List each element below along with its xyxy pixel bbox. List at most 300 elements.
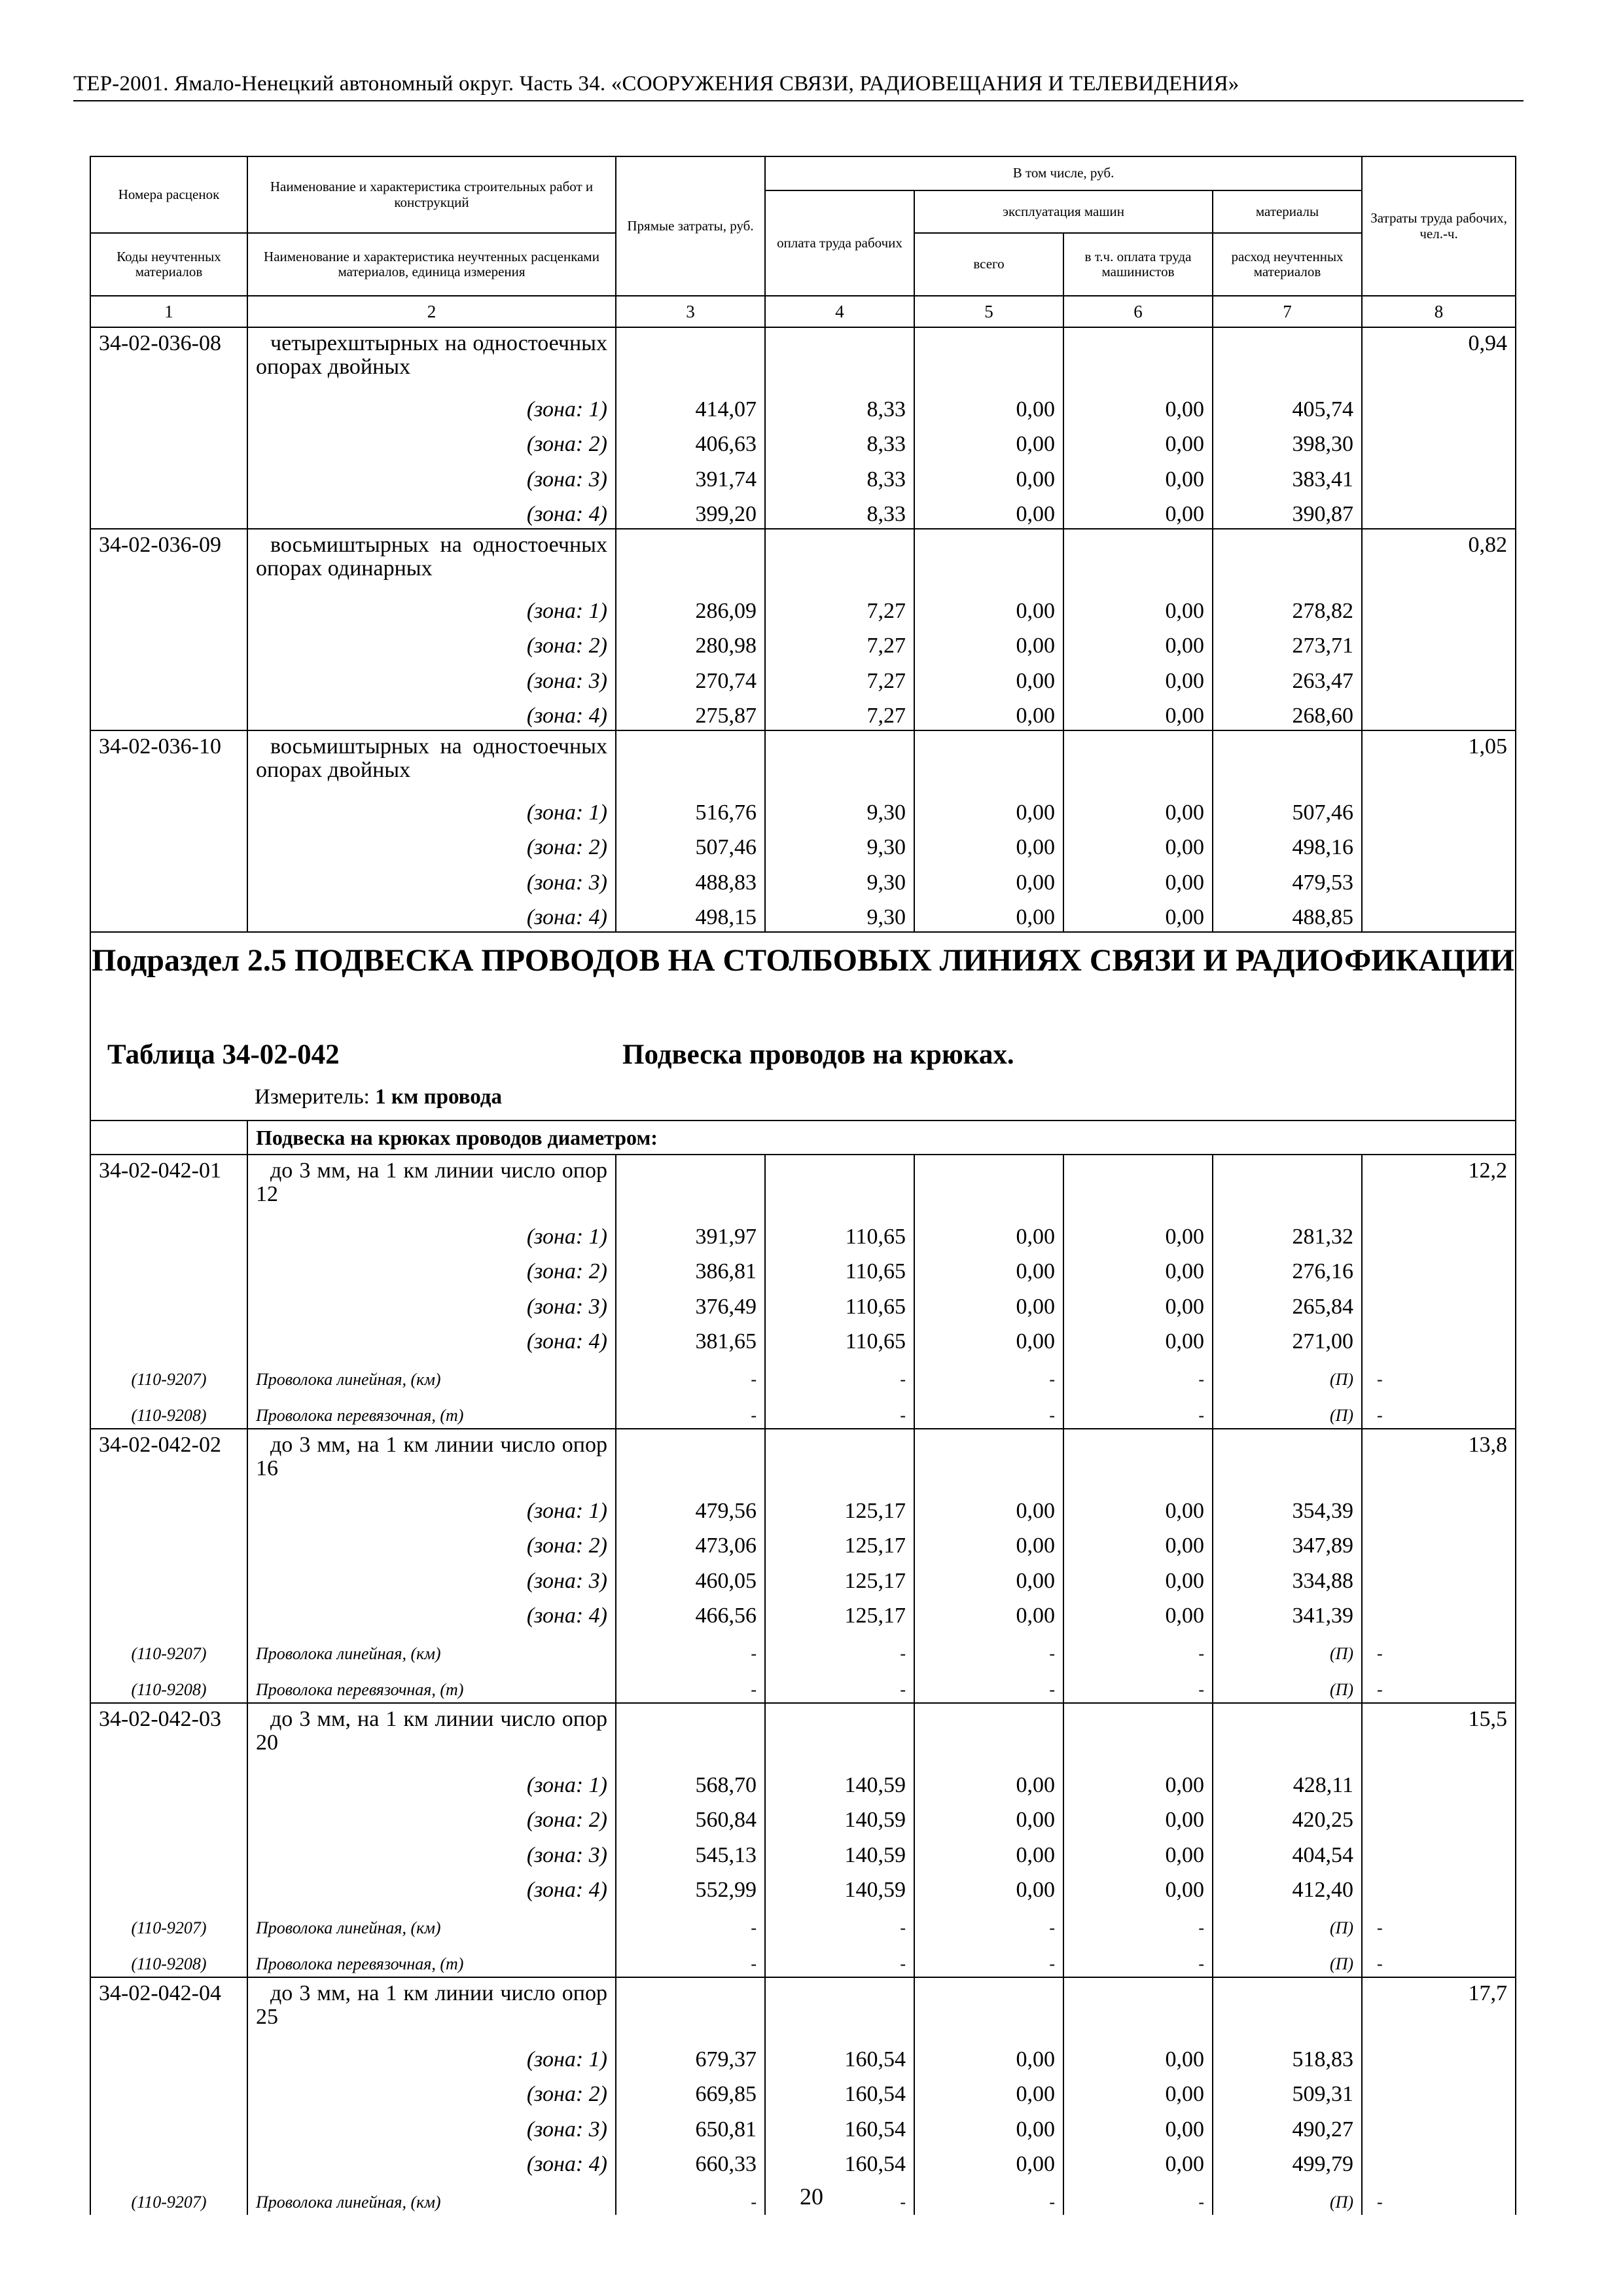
machines-total: 0,00	[914, 590, 1063, 625]
column-number: 3	[616, 296, 765, 327]
rate-description: четырехштырных на одностоечных опорах двойных	[247, 327, 616, 388]
material-hours: -	[1362, 1904, 1516, 1941]
zone-row	[90, 1251, 1516, 1286]
machines-header: эксплуатация машин	[914, 190, 1213, 233]
material-row	[90, 1355, 1516, 1392]
material-consumption: (П)	[1213, 1355, 1362, 1392]
labor-pay: 9,30	[765, 827, 914, 862]
material-direct: -	[616, 1630, 765, 1666]
materials-cost: 488,85	[1213, 897, 1362, 933]
subheading-blank	[90, 1121, 247, 1155]
machines-labor: 0,00	[1063, 897, 1213, 933]
labor-pay-header: оплата труда рабочих	[765, 190, 914, 296]
empty-cell	[1213, 1429, 1362, 1490]
empty-cell	[914, 1155, 1063, 1215]
machines-total: 0,00	[914, 1490, 1063, 1525]
empty-cell	[90, 2073, 247, 2109]
labor-pay: 110,65	[765, 1215, 914, 1251]
materials-cost: 398,30	[1213, 423, 1362, 459]
zone-row	[90, 2144, 1516, 2179]
machines-total: 0,00	[914, 861, 1063, 897]
materials-cost: 479,53	[1213, 861, 1362, 897]
rate-description: восьмиштырных на одностоечных опорах одинарных	[247, 529, 616, 590]
machines-total: 0,00	[914, 1525, 1063, 1560]
direct-cost: 391,97	[616, 1215, 765, 1251]
empty-cell	[616, 1703, 765, 1764]
labor-pay: 125,17	[765, 1560, 914, 1595]
rate-description: до 3 мм, на 1 км линии число опор 16	[247, 1429, 616, 1490]
table-name: Подвеска проводов на крюках.	[622, 1039, 1014, 1070]
zone-label: (зона: 1)	[247, 1764, 616, 1799]
zone-label: (зона: 2)	[247, 1799, 616, 1835]
direct-cost: 466,56	[616, 1595, 765, 1630]
empty-cell	[1213, 730, 1362, 791]
zone-row	[90, 2073, 1516, 2109]
labor-pay: 160,54	[765, 2038, 914, 2073]
empty-cell	[914, 327, 1063, 388]
zone-label: (зона: 4)	[247, 493, 616, 529]
empty-cell	[1213, 1703, 1362, 1764]
material-machines: -	[914, 1666, 1063, 1704]
machines-labor: 0,00	[1063, 1834, 1213, 1869]
empty-cell	[1362, 2108, 1516, 2144]
direct-cost: 406,63	[616, 423, 765, 459]
rate-title-row	[90, 327, 1516, 388]
machines-labor: 0,00	[1063, 1525, 1213, 1560]
material-direct: -	[616, 1666, 765, 1704]
material-name: Проволока линейная, (км)	[247, 1904, 616, 1941]
empty-cell	[1362, 1834, 1516, 1869]
col1-top-header: Номера расценок	[90, 156, 247, 233]
zone-row	[90, 458, 1516, 493]
direct-cost: 460,05	[616, 1560, 765, 1595]
empty-cell	[914, 1429, 1063, 1490]
empty-cell	[914, 529, 1063, 590]
material-labor: -	[765, 1904, 914, 1941]
rate-code: 34-02-036-08	[90, 327, 247, 388]
machines-total: 0,00	[914, 695, 1063, 731]
empty-cell	[90, 388, 247, 423]
zone-row	[90, 1560, 1516, 1595]
section-cell	[90, 932, 1516, 1121]
empty-cell	[1362, 2038, 1516, 2073]
machines-total: 0,00	[914, 1834, 1063, 1869]
empty-cell	[765, 327, 914, 388]
machines-labor: 0,00	[1063, 1215, 1213, 1251]
empty-cell	[765, 529, 914, 590]
material-code: (110-9208)	[90, 1392, 247, 1429]
zone-label: (зона: 1)	[247, 1490, 616, 1525]
empty-cell	[765, 1429, 914, 1490]
labor-hours: 0,82	[1362, 529, 1516, 590]
group2-body	[90, 1155, 1516, 2215]
zone-row	[90, 861, 1516, 897]
material-machines: -	[914, 2178, 1063, 2215]
zone-row	[90, 897, 1516, 933]
rate-title-row	[90, 1977, 1516, 2038]
zone-row	[90, 1490, 1516, 1525]
zone-label: (зона: 1)	[247, 590, 616, 625]
labor-hours: 1,05	[1362, 730, 1516, 791]
material-labor: -	[765, 1355, 914, 1392]
material-consumption: (П)	[1213, 1941, 1362, 1978]
materials-cost: 281,32	[1213, 1215, 1362, 1251]
direct-cost: 516,76	[616, 791, 765, 827]
labor-pay: 8,33	[765, 388, 914, 423]
machines-labor: 0,00	[1063, 2073, 1213, 2109]
direct-cost: 391,74	[616, 458, 765, 493]
material-hours: -	[1362, 1392, 1516, 1429]
empty-cell	[616, 1155, 765, 1215]
material-row	[90, 1904, 1516, 1941]
group1-body	[90, 327, 1516, 932]
zone-label: (зона: 2)	[247, 423, 616, 459]
measure-line	[255, 1085, 502, 1109]
empty-cell	[1362, 1321, 1516, 1356]
zone-label: (зона: 4)	[247, 897, 616, 933]
empty-cell	[616, 327, 765, 388]
labor-pay: 7,27	[765, 590, 914, 625]
machines-total: 0,00	[914, 1764, 1063, 1799]
zone-row	[90, 695, 1516, 731]
empty-cell	[1362, 1490, 1516, 1525]
empty-cell	[1063, 529, 1213, 590]
labor-hours: 17,7	[1362, 1977, 1516, 2038]
empty-cell	[90, 625, 247, 660]
empty-cell	[1362, 1799, 1516, 1835]
zone-row	[90, 1799, 1516, 1835]
rate-description: восьмиштырных на одностоечных опорах двойных	[247, 730, 616, 791]
rate-code: 34-02-036-09	[90, 529, 247, 590]
labor-pay: 110,65	[765, 1285, 914, 1321]
empty-cell	[1213, 327, 1362, 388]
zone-row	[90, 590, 1516, 625]
machines-labor: 0,00	[1063, 1251, 1213, 1286]
direct-cost: 381,65	[616, 1321, 765, 1356]
materials-cost: 383,41	[1213, 458, 1362, 493]
machines-labor: 0,00	[1063, 827, 1213, 862]
page-number: 20	[800, 2183, 823, 2210]
empty-cell	[90, 1525, 247, 1560]
machines-total: 0,00	[914, 2108, 1063, 2144]
labor-pay: 8,33	[765, 458, 914, 493]
empty-cell	[1362, 1525, 1516, 1560]
zone-row	[90, 1595, 1516, 1630]
empty-cell	[1063, 1977, 1213, 2038]
machines-labor: 0,00	[1063, 2144, 1213, 2179]
column-number: 6	[1063, 296, 1213, 327]
column-number: 8	[1362, 296, 1516, 327]
machines-labor: 0,00	[1063, 695, 1213, 731]
machines-labor: 0,00	[1063, 2038, 1213, 2073]
zone-label: (зона: 3)	[247, 1834, 616, 1869]
zone-row	[90, 827, 1516, 862]
zone-label: (зона: 4)	[247, 2144, 616, 2179]
empty-cell	[1362, 388, 1516, 423]
section-row	[90, 932, 1516, 1121]
machines-labor: 0,00	[1063, 1285, 1213, 1321]
material-labor: -	[765, 1941, 914, 1978]
material-consumption: (П)	[1213, 1630, 1362, 1666]
material-name: Проволока перевязочная, (т)	[247, 1666, 616, 1704]
machines-total: 0,00	[914, 388, 1063, 423]
machines-labor: 0,00	[1063, 458, 1213, 493]
materials-cost: 507,46	[1213, 791, 1362, 827]
materials-cost: 268,60	[1213, 695, 1362, 731]
direct-cost: 507,46	[616, 827, 765, 862]
empty-cell	[90, 493, 247, 529]
labor-pay: 9,30	[765, 791, 914, 827]
material-machines: -	[914, 1630, 1063, 1666]
materials-cost: 278,82	[1213, 590, 1362, 625]
empty-cell	[1362, 861, 1516, 897]
material-labor: -	[765, 1630, 914, 1666]
materials-cost: 420,25	[1213, 1799, 1362, 1835]
machines-labor: 0,00	[1063, 1595, 1213, 1630]
labor-pay: 140,59	[765, 1799, 914, 1835]
material-machines: -	[914, 1392, 1063, 1429]
empty-cell	[765, 1977, 914, 2038]
materials-cost: 271,00	[1213, 1321, 1362, 1356]
zone-row	[90, 660, 1516, 695]
material-hours: -	[1362, 1666, 1516, 1704]
zone-label: (зона: 2)	[247, 1251, 616, 1286]
material-machines-labor: -	[1063, 1630, 1213, 1666]
empty-cell	[1063, 1703, 1213, 1764]
machines-total: 0,00	[914, 2038, 1063, 2073]
materials-cost: 263,47	[1213, 660, 1362, 695]
empty-cell	[90, 1834, 247, 1869]
material-code: (110-9208)	[90, 1666, 247, 1704]
direct-cost: 560,84	[616, 1799, 765, 1835]
labor-pay: 110,65	[765, 1251, 914, 1286]
materials-cost: 498,16	[1213, 827, 1362, 862]
material-labor: -	[765, 1392, 914, 1429]
material-consumption: (П)	[1213, 1666, 1362, 1704]
col1-bottom-header: Коды неучтенных материалов	[90, 233, 247, 296]
material-code: (110-9208)	[90, 1941, 247, 1978]
empty-cell	[90, 458, 247, 493]
zone-label: (зона: 1)	[247, 2038, 616, 2073]
labor-hours-header: Затраты труда рабочих, чел.-ч.	[1362, 156, 1516, 296]
machines-labor: 0,00	[1063, 625, 1213, 660]
zone-row	[90, 2038, 1516, 2073]
empty-cell	[90, 1215, 247, 1251]
labor-pay: 7,27	[765, 695, 914, 731]
direct-cost: 545,13	[616, 1834, 765, 1869]
empty-cell	[1362, 791, 1516, 827]
empty-cell	[914, 1977, 1063, 2038]
labor-pay: 125,17	[765, 1490, 914, 1525]
material-machines-labor: -	[1063, 1392, 1213, 1429]
empty-cell	[1362, 1764, 1516, 1799]
materials-sub-header: расход неучтенных материалов	[1213, 233, 1362, 296]
material-consumption: (П)	[1213, 1392, 1362, 1429]
section-box	[91, 933, 1515, 1120]
empty-cell	[1362, 695, 1516, 731]
empty-cell	[616, 730, 765, 791]
empty-cell	[1362, 1869, 1516, 1905]
empty-cell	[1362, 625, 1516, 660]
material-consumption: (П)	[1213, 2178, 1362, 2215]
zone-row	[90, 625, 1516, 660]
empty-cell	[1362, 1285, 1516, 1321]
labor-pay: 125,17	[765, 1595, 914, 1630]
labor-pay: 9,30	[765, 897, 914, 933]
labor-hours: 15,5	[1362, 1703, 1516, 1764]
direct-cost: 275,87	[616, 695, 765, 731]
zone-label: (зона: 1)	[247, 791, 616, 827]
material-name: Проволока перевязочная, (т)	[247, 1941, 616, 1978]
zone-label: (зона: 3)	[247, 660, 616, 695]
zone-row	[90, 1834, 1516, 1869]
zone-label: (зона: 3)	[247, 861, 616, 897]
empty-cell	[90, 1869, 247, 1905]
direct-cost: 679,37	[616, 2038, 765, 2073]
empty-cell	[90, 2038, 247, 2073]
zone-row	[90, 1764, 1516, 1799]
empty-cell	[1362, 897, 1516, 933]
rate-title-row	[90, 1703, 1516, 1764]
zone-row	[90, 388, 1516, 423]
empty-cell	[1213, 1977, 1362, 2038]
empty-cell	[1213, 529, 1362, 590]
materials-cost: 390,87	[1213, 493, 1362, 529]
machines-labor: 0,00	[1063, 791, 1213, 827]
material-direct: -	[616, 1355, 765, 1392]
machines-labor-header: в т.ч. оплата труда машинистов	[1063, 233, 1213, 296]
empty-cell	[1362, 1560, 1516, 1595]
machines-labor: 0,00	[1063, 660, 1213, 695]
rate-title-row	[90, 1429, 1516, 1490]
materials-cost: 341,39	[1213, 1595, 1362, 1630]
materials-cost: 499,79	[1213, 2144, 1362, 2179]
empty-cell	[1063, 1155, 1213, 1215]
empty-cell	[914, 730, 1063, 791]
materials-cost: 354,39	[1213, 1490, 1362, 1525]
rate-code: 34-02-036-10	[90, 730, 247, 791]
zone-row	[90, 1869, 1516, 1905]
empty-cell	[90, 1595, 247, 1630]
material-hours: -	[1362, 1355, 1516, 1392]
zone-label: (зона: 1)	[247, 388, 616, 423]
material-direct: -	[616, 1941, 765, 1978]
column-numbers-row	[90, 296, 1516, 327]
material-machines: -	[914, 1355, 1063, 1392]
machines-total: 0,00	[914, 625, 1063, 660]
materials-cost: 276,16	[1213, 1251, 1362, 1286]
materials-cost: 490,27	[1213, 2108, 1362, 2144]
empty-cell	[90, 2108, 247, 2144]
direct-cost: 280,98	[616, 625, 765, 660]
rate-description: до 3 мм, на 1 км линии число опор 20	[247, 1703, 616, 1764]
empty-cell	[90, 423, 247, 459]
empty-cell	[90, 791, 247, 827]
machines-total: 0,00	[914, 1595, 1063, 1630]
material-labor: -	[765, 2178, 914, 2215]
machines-total: 0,00	[914, 1251, 1063, 1286]
direct-cost: 498,15	[616, 897, 765, 933]
empty-cell	[1362, 590, 1516, 625]
material-row	[90, 1941, 1516, 1978]
machines-total: 0,00	[914, 423, 1063, 459]
machines-total: 0,00	[914, 1215, 1063, 1251]
zone-label: (зона: 2)	[247, 1525, 616, 1560]
rate-description: до 3 мм, на 1 км линии число опор 12	[247, 1155, 616, 1215]
material-machines-labor: -	[1063, 1941, 1213, 1978]
zone-label: (зона: 1)	[247, 1215, 616, 1251]
direct-cost: 473,06	[616, 1525, 765, 1560]
rate-title-row	[90, 1155, 1516, 1215]
empty-cell	[1362, 493, 1516, 529]
labor-pay: 8,33	[765, 423, 914, 459]
rate-title-row	[90, 730, 1516, 791]
zone-label: (зона: 3)	[247, 1285, 616, 1321]
machines-total: 0,00	[914, 660, 1063, 695]
machines-total: 0,00	[914, 827, 1063, 862]
empty-cell	[90, 1490, 247, 1525]
table-number: Таблица 34-02-042	[107, 1039, 340, 1070]
materials-cost: 334,88	[1213, 1560, 1362, 1595]
direct-cost: 669,85	[616, 2073, 765, 2109]
materials-cost: 518,83	[1213, 2038, 1362, 2073]
empty-cell	[1362, 423, 1516, 459]
labor-pay: 160,54	[765, 2073, 914, 2109]
empty-cell	[1362, 827, 1516, 862]
rates-table	[90, 156, 1516, 2215]
machines-total: 0,00	[914, 1321, 1063, 1356]
subheading-row	[90, 1121, 1516, 1155]
empty-cell	[90, 660, 247, 695]
machines-labor: 0,00	[1063, 493, 1213, 529]
labor-pay: 160,54	[765, 2108, 914, 2144]
zone-label: (зона: 4)	[247, 1869, 616, 1905]
material-code: (110-9207)	[90, 1904, 247, 1941]
materials-cost: 265,84	[1213, 1285, 1362, 1321]
measure-value: 1 км провода	[375, 1085, 502, 1109]
empty-cell	[90, 1251, 247, 1286]
material-machines-labor: -	[1063, 1904, 1213, 1941]
empty-cell	[90, 1799, 247, 1835]
material-machines-labor: -	[1063, 2178, 1213, 2215]
empty-cell	[616, 529, 765, 590]
machines-labor: 0,00	[1063, 2108, 1213, 2144]
labor-pay: 140,59	[765, 1869, 914, 1905]
column-number: 7	[1213, 296, 1362, 327]
col2-top-header: Наименование и характеристика строительных работ и конструкций	[247, 156, 616, 233]
labor-hours: 13,8	[1362, 1429, 1516, 1490]
empty-cell	[90, 590, 247, 625]
direct-cost: 376,49	[616, 1285, 765, 1321]
empty-cell	[90, 2144, 247, 2179]
labor-pay: 7,27	[765, 660, 914, 695]
machines-labor: 0,00	[1063, 1490, 1213, 1525]
empty-cell	[1362, 1595, 1516, 1630]
labor-pay: 140,59	[765, 1764, 914, 1799]
machines-labor: 0,00	[1063, 1764, 1213, 1799]
material-row	[90, 1392, 1516, 1429]
labor-pay: 9,30	[765, 861, 914, 897]
page-header: ТЕР-2001. Ямало-Ненецкий автономный округ. Часть 34. «СООРУЖЕНИЯ СВЯЗИ, РАДИОВЕЩАНИЯ И ТЕЛЕВИДЕНИЯ»	[73, 72, 1524, 101]
direct-cost: 552,99	[616, 1869, 765, 1905]
zone-label: (зона: 4)	[247, 1595, 616, 1630]
empty-cell	[90, 695, 247, 731]
empty-cell	[1213, 1155, 1362, 1215]
empty-cell	[1362, 2144, 1516, 2179]
material-direct: -	[616, 1904, 765, 1941]
zone-row	[90, 1525, 1516, 1560]
empty-cell	[90, 827, 247, 862]
